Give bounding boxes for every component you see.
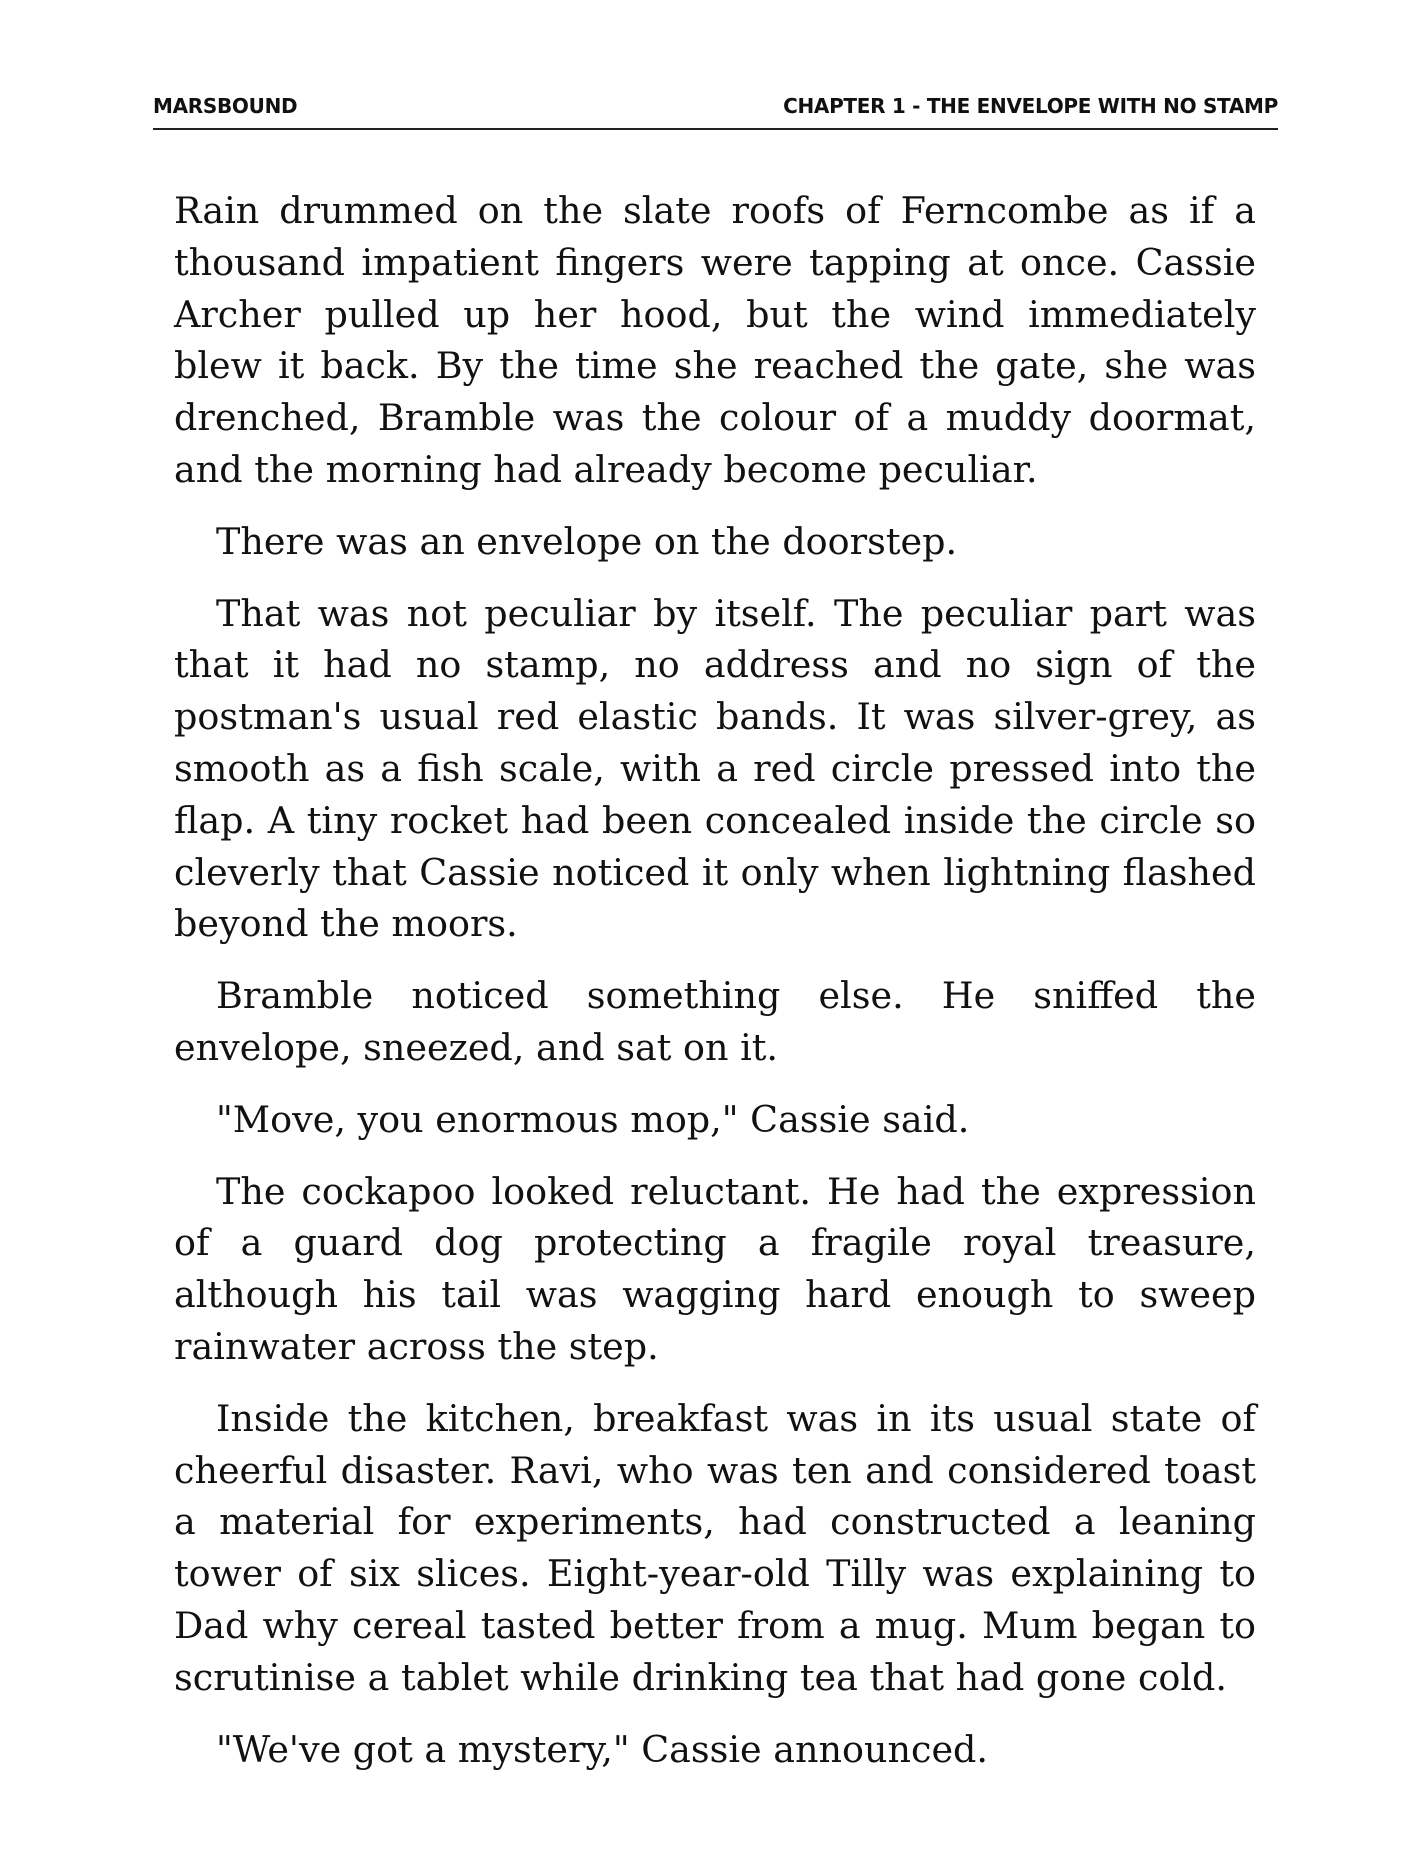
chapter-body: [174, 185, 1256, 1795]
chapter-title: CHAPTER 1 - THE ENVELOPE WITH NO STAMP: [783, 94, 1278, 118]
paragraph-4: Bramble noticed something else. He sniffed the envelope, sneezed, and sat on it.: [174, 974, 1256, 1069]
paragraph-7: Inside the kitchen, breakfast was in its usual state of cheerful disaster. Ravi, who was ten and considered toast a material for experiments, had constructed a leaning tower of six slices. Eight-year-old Tilly was explaining to Dad why cereal tasted better from a mug. Mum began to scrutinise a tablet while drinking tea that had gone cold.: [174, 1396, 1256, 1699]
paragraph-2: There was an envelope on the doorstep.: [216, 519, 958, 563]
paragraph-6: The cockapoo looked reluctant. He had the expression of a guard dog protecting a fragile royal treasure, although his tail was wagging hard enough to sweep rainwater across the step.: [174, 1169, 1256, 1368]
paragraph-8: "We've got a mystery," Cassie announced.: [216, 1727, 989, 1771]
paragraph-1: Rain drummed on the slate roofs of Ferncombe as if a thousand impatient fingers were tapping at once. Cassie Archer pulled up her hood, but the wind immediately blew it back. By the time she reached the gate, she was drenched, Bramble was the colour of a muddy doormat, and the morning had already become peculiar.: [174, 189, 1256, 491]
book-title: MARSBOUND: [153, 94, 298, 118]
running-header: [153, 94, 1278, 130]
paragraph-3: That was not peculiar by itself. The peculiar part was that it had no stamp, no address and no sign of the postman's usual red elastic bands. It was silver-grey, as smooth as a fish scale, with a red circle pressed into the flap. A tiny rocket had been concealed inside the circle so cleverly that Cassie noticed it only when lightning flashed beyond the moors.: [174, 591, 1256, 946]
paragraph-5: "Move, you enormous mop," Cassie said.: [216, 1097, 970, 1141]
